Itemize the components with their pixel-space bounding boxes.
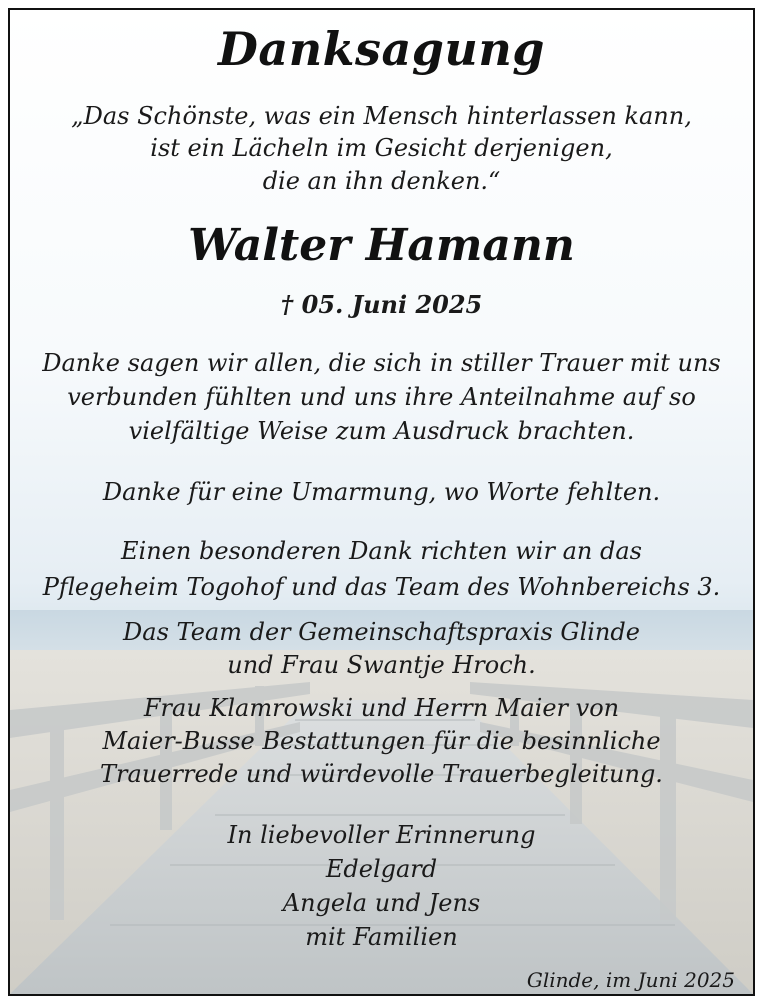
signature-line-4: mit Familien: [305, 923, 458, 951]
paragraph-4-line-1: Das Team der Gemeinschaftspraxis Glinde: [123, 618, 640, 646]
paragraph-4-line-2: und Frau Swantje Hroch.: [227, 651, 536, 679]
paragraph-1-line-1: Danke sagen wir allen, die sich in stiller Trauer mit uns: [42, 349, 721, 377]
signature-line-2: Edelgard: [325, 855, 438, 883]
obituary-text: [10, 10, 753, 994]
quote-line-2: ist ein Lächeln im Gesicht derjenigen,: [150, 134, 613, 162]
signature-line-1: In liebevoller Erinnerung: [227, 821, 536, 849]
paragraph-3-line-2: Pflegeheim Togohof und das Team des Wohnbereichs 3.: [42, 573, 721, 601]
signature-line-3: Angela und Jens: [282, 889, 481, 917]
quote-line-1: „Das Schönste, was ein Mensch hinterlassen kann,: [71, 102, 692, 130]
quote-line-3: die an ihn denken.“: [262, 167, 501, 195]
obituary-card: [8, 8, 755, 996]
paragraph-1-line-2: verbunden fühlten und uns ihre Anteilnahme auf so: [67, 383, 696, 411]
paragraph-1-line-3: vielfältige Weise zum Ausdruck brachten.: [128, 417, 635, 445]
paragraph-3-line-1: Einen besonderen Dank richten wir an das: [121, 537, 642, 565]
death-date: † 05. Juni 2025: [280, 290, 483, 319]
paragraph-5-line-2: Maier-Busse Bestattungen für die besinnliche: [102, 727, 661, 755]
page-title: Danksagung: [218, 22, 545, 76]
paragraph-2: Danke für eine Umarmung, wo Worte fehlten.: [102, 478, 661, 506]
paragraph-5-line-3: Trauerrede und würdevolle Trauerbegleitung.: [100, 760, 663, 788]
paragraph-5-line-1: Frau Klamrowski und Herrn Maier von: [143, 694, 620, 722]
deceased-name: Walter Hamann: [188, 220, 575, 271]
place-and-date: Glinde, im Juni 2025: [526, 968, 735, 992]
